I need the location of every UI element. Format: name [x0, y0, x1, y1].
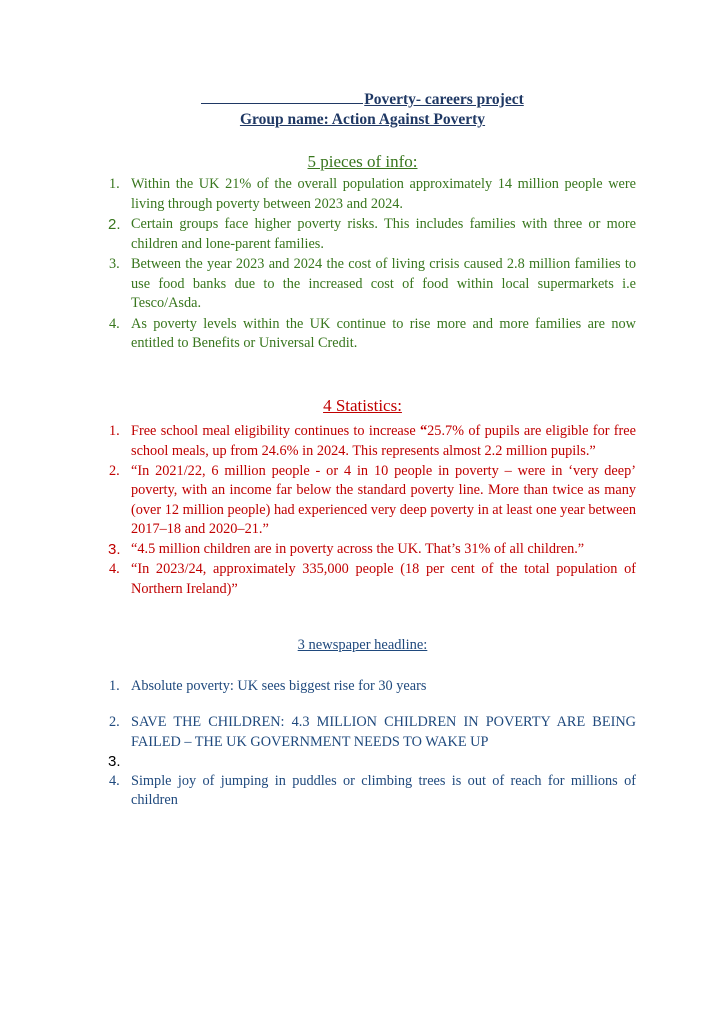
list-number: 2. [108, 216, 121, 233]
list-number: 4. [109, 315, 120, 332]
list-item [109, 772, 636, 811]
news-list-part-2 [108, 713, 636, 811]
list-item-text: Simple joy of jumping in puddles or climbing trees is out of reach for millions of children [131, 772, 636, 808]
list-item-text: 25.7% of pupils are eligible for free school meals, up from 24.6% in 2024. This represents almost 2.2 million pupils.” [131, 423, 636, 459]
news-list-part-1 [109, 677, 636, 697]
list-item [109, 255, 636, 314]
page-title [0, 89, 725, 109]
list-item-text: Free school meal eligibility continues to increase [131, 423, 420, 439]
list-number: 3. [109, 256, 120, 272]
list-number: 1. [109, 423, 120, 439]
quote-mark: “ [420, 423, 428, 439]
list-item-text: Between the year 2023 and 2024 the cost of living crisis caused 2.8 million families to use food banks due to the increased cost of food within local supermarkets i.e Tesco/Asda. [131, 256, 636, 311]
list-item [109, 462, 636, 540]
group-name: Group name: Action Against Poverty [239, 111, 486, 128]
list-item-text: “In 2023/24, approximately 335,000 people (18 per cent of the total population of Northern Ireland)” [131, 561, 636, 597]
list-number: 2. [109, 462, 120, 479]
list-item [109, 422, 636, 461]
stats-list [108, 422, 636, 600]
list-number: 3. [108, 753, 121, 770]
list-item [109, 175, 636, 214]
title-underline-lead [201, 89, 363, 104]
news-heading: 3 newspaper headline: [297, 637, 428, 653]
list-number: 2. [109, 714, 120, 730]
list-number: 3. [108, 541, 121, 558]
list-item [109, 677, 636, 697]
title-text: Poverty- careers project [364, 91, 524, 108]
info-heading: 5 pieces of info: [307, 152, 418, 171]
list-item-text: Certain groups face higher poverty risks. This includes families with three or more children and lone-parent families. [131, 216, 636, 252]
list-item [108, 215, 636, 254]
list-item-text: Absolute poverty: UK sees biggest rise for 30 years [131, 678, 427, 694]
list-number: 1. [109, 678, 120, 694]
list-item-text: As poverty levels within the UK continue to rise more and more families are now entitled to Benefits or Universal Credit. [131, 315, 636, 351]
list-item-text: SAVE THE CHILDREN: 4.3 MILLION CHILDREN IN POVERTY ARE BEING FAILED – THE UK GOVERNMENT NEEDS TO WAKE UP [131, 714, 636, 750]
list-number: 4. [109, 772, 120, 789]
list-number: 4. [109, 561, 120, 577]
list-item [109, 315, 636, 354]
list-item-text: “4.5 million children are in poverty across the UK. That’s 31% of all children.” [131, 541, 585, 557]
info-list [108, 175, 636, 355]
list-number: 1. [109, 176, 120, 192]
list-item [109, 713, 636, 752]
stats-heading: 4 Statistics: [323, 396, 402, 415]
list-item [109, 560, 636, 599]
list-item [108, 540, 636, 560]
list-item-text: “In 2021/22, 6 million people - or 4 in 10 people in poverty – were in ‘very deep’ poverty, with an income far below the standard poverty line. More than twice as many (over 12 million people) had experienced very deep poverty in at least one year between 2017–18 and 2020–21.” [131, 462, 636, 537]
list-item [108, 752, 636, 772]
list-item-text: Within the UK 21% of the overall population approximately 14 million people were living through poverty between 2023 and 2024. [131, 176, 636, 212]
